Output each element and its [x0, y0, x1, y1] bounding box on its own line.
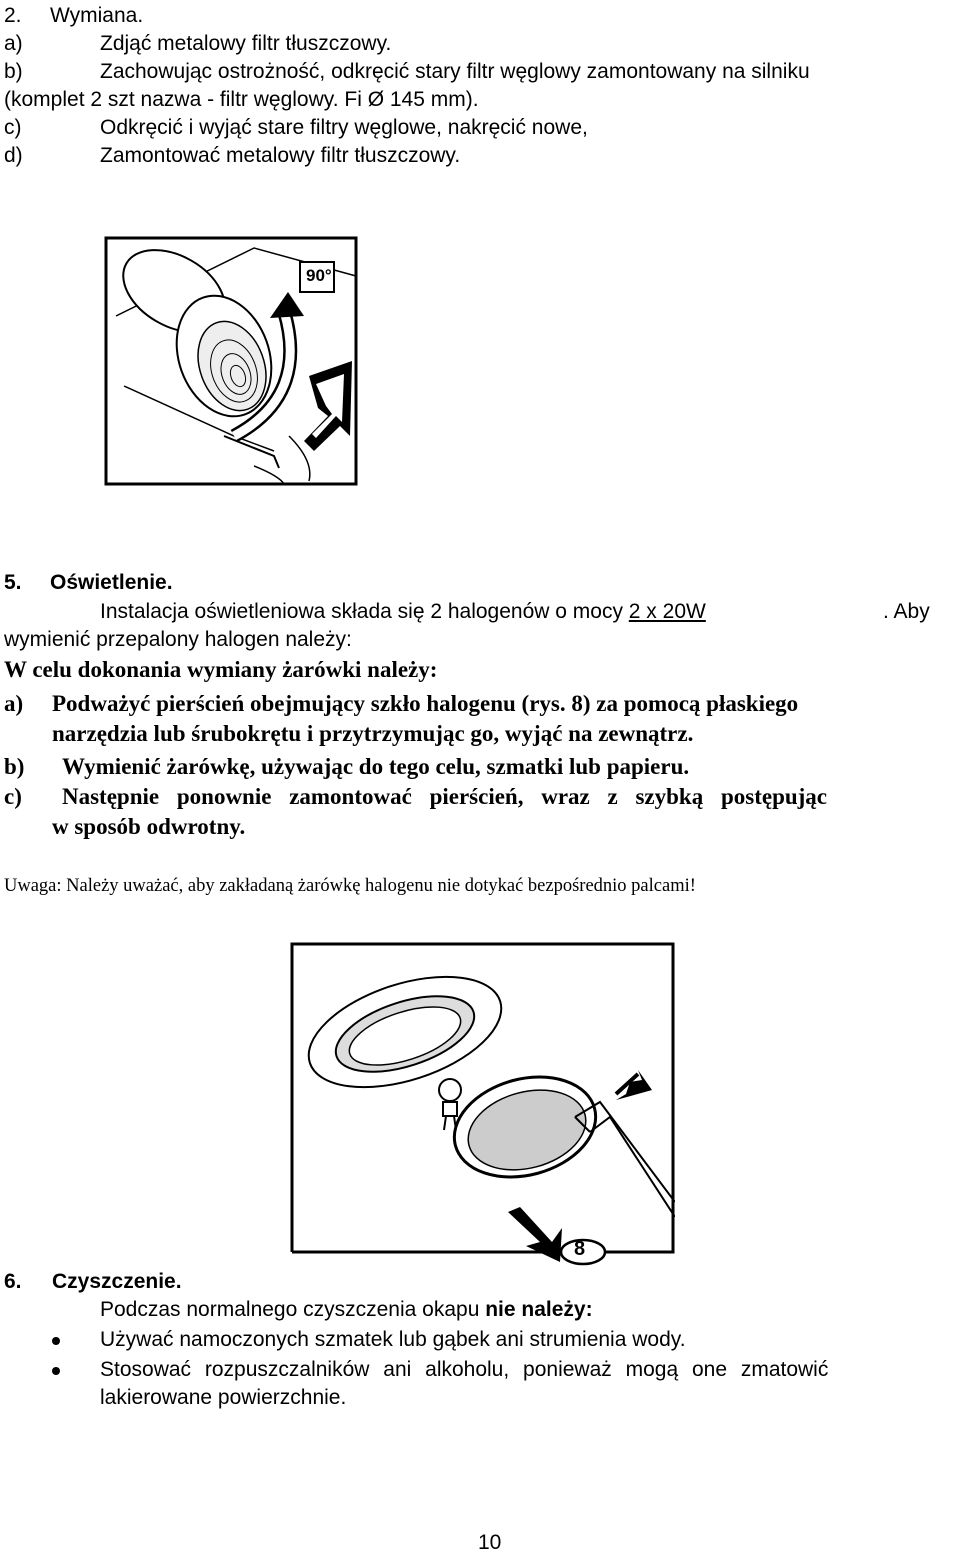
section-number: 2.: [4, 4, 22, 27]
step-text: w sposób odwrotny.: [52, 814, 246, 839]
list-item: Zachowując ostrożność, odkręcić stary filtr węglowy zamontowany na silniku: [100, 60, 810, 83]
step-text: Podważyć pierścień obejmujący szkło halogenu (rys. 8) za pomocą płaskiego: [52, 691, 799, 716]
bullet-icon: [52, 1367, 60, 1375]
intro-emphasis: nie należy:: [485, 1298, 593, 1321]
bullet-icon: [52, 1337, 60, 1345]
intro-text: Podczas normalnego czyszczenia okapu: [100, 1298, 486, 1321]
list-item: Stosować rozpuszczalników ani alkoholu, ponieważ mogą one zmatowić: [100, 1358, 829, 1381]
list-item-continuation: (komplet 2 szt nazwa - filtr węglowy. Fi Ø 145 mm).: [4, 88, 479, 111]
figure-number: 8: [574, 1238, 586, 1260]
lighting-intro-line1: [100, 598, 706, 626]
step-label: b): [4, 754, 25, 779]
section-title: Oświetlenie.: [50, 571, 173, 594]
step-label: c): [4, 784, 22, 809]
warning-note: Uwaga: Należy uważać, aby zakładaną żarówkę halogenu nie dotykać bezpośrednio palcami!: [4, 876, 696, 896]
cleaning-intro: [100, 1296, 593, 1324]
list-label: c): [4, 116, 22, 139]
carbon-filter-illustration: [104, 236, 358, 486]
list-item-continuation: lakierowane powierzchnie.: [100, 1386, 347, 1409]
step-text: Następnie ponownie zamontować pierścień, wraz z szybką postępując: [62, 784, 828, 809]
step-label: a): [4, 691, 24, 716]
section-title: Czyszczenie.: [52, 1270, 182, 1293]
section-title: Wymiana.: [50, 4, 144, 27]
lighting-intro-line2: wymienić przepalony halogen należy:: [4, 628, 352, 651]
list-label: b): [4, 60, 23, 83]
halogen-power: 2 x 20W: [628, 600, 706, 623]
step-text: narzędzia lub śrubokrętu i przytrzymując go, wyjąć na zewnątrz.: [52, 721, 694, 746]
intro-text-end: . Aby: [883, 600, 930, 623]
lamp-replacement-heading: W celu dokonania wymiany żarówki należy:: [4, 657, 438, 682]
list-label: a): [4, 32, 23, 55]
rotation-angle-badge: 90°: [306, 266, 332, 285]
halogen-ring-illustration: [290, 942, 675, 1268]
section-number: 5.: [4, 571, 22, 594]
list-item: Odkręcić i wyjąć stare filtry węglowe, nakręcić nowe,: [100, 116, 588, 139]
list-item: Używać namoczonych szmatek lub gąbek ani strumienia wody.: [100, 1328, 686, 1351]
list-item: Zamontować metalowy filtr tłuszczowy.: [100, 144, 461, 167]
section-number: 6.: [4, 1270, 22, 1293]
list-item: Zdjąć metalowy filtr tłuszczowy.: [100, 32, 392, 55]
page-number: 10: [478, 1531, 502, 1554]
intro-text: Instalacja oświetleniowa składa się 2 halogenów o mocy: [100, 600, 629, 623]
step-text: Wymienić żarówkę, używając do tego celu, szmatki lub papieru.: [62, 754, 690, 779]
list-item: d): [4, 144, 23, 167]
